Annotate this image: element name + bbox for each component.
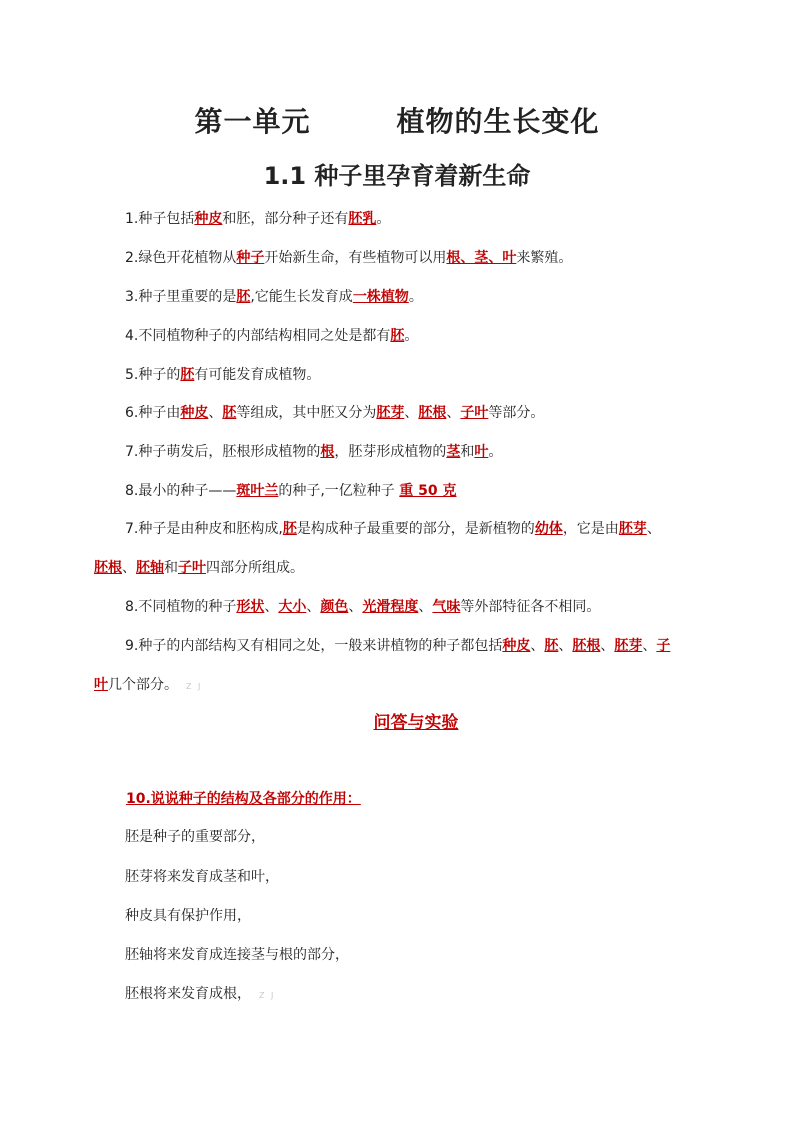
statement-text: 7.种子是由种皮和胚构成, — [125, 521, 283, 537]
answer-text: 胚根将来发育成根， — [125, 986, 251, 1002]
statement-text: 是构成种子最重要的部分，是新植物的 — [296, 521, 535, 537]
answer-blank: 胚轴 — [136, 560, 164, 576]
answer-blank: 种皮 — [502, 638, 531, 654]
statement-text: 等组成，其中胚又分为 — [236, 405, 377, 421]
fill-in-line — [94, 557, 304, 577]
statement-text: 3.种子里重要的是 — [125, 289, 237, 305]
statement-text: 、 — [418, 599, 433, 615]
section-title: 问答与实验 — [373, 713, 459, 733]
statement-text: ，胚芽形成植物的 — [334, 444, 447, 460]
fill-in-line — [125, 518, 661, 538]
answer-blank: 幼体 — [534, 521, 563, 537]
answer-blank: 胚根 — [418, 405, 447, 421]
answer-blank: 胚根 — [572, 638, 601, 654]
statement-text: 。 — [404, 328, 419, 344]
statement-text: ，它是由 — [562, 521, 619, 537]
statement-text: 2.绿色开花植物从 — [125, 250, 237, 266]
answer-blank: 叶 — [474, 444, 489, 460]
answer-blank: 子叶 — [178, 560, 206, 576]
answer-blank: 光滑程度 — [362, 599, 419, 615]
statement-text: 、 — [306, 599, 321, 615]
answer-blank: 叶 — [94, 677, 108, 693]
fill-in-line — [125, 441, 502, 461]
statement-text: 5.种子的 — [125, 367, 181, 383]
answer-line: 胚是种子的重要部分， — [125, 829, 265, 845]
statement-text: 、 — [208, 405, 223, 421]
answer-blank: 子叶 — [460, 405, 489, 421]
question-10: 10.说说种子的结构及各部分的作用： — [126, 791, 361, 807]
answer-blank: 大小 — [278, 599, 307, 615]
statement-text: 8.不同植物的种子 — [125, 599, 237, 615]
answer-blank: 胚芽 — [618, 521, 647, 537]
answer-blank: 胚 — [222, 405, 237, 421]
answer-blank: 斑叶兰 — [236, 483, 279, 499]
answer-blank: 胚 — [544, 638, 559, 654]
statement-text: 和胚，部分种子还有 — [222, 211, 349, 227]
answer-blank: 胚 — [236, 289, 251, 305]
answer-blank: 气味 — [432, 599, 461, 615]
answer-blank: 颜色 — [320, 599, 349, 615]
statement-text: 开始新生命，有些植物可以用 — [264, 250, 447, 266]
statement-text: 等外部特征各不相同。 — [460, 599, 601, 615]
statement-text: 几个部分。 — [108, 677, 178, 693]
answer-line — [125, 983, 275, 1003]
fill-in-line — [125, 286, 423, 306]
statement-text: 、 — [348, 599, 363, 615]
answer-blank: 胚 — [180, 367, 195, 383]
statement-text: 7.种子萌发后，胚根形成植物的 — [125, 444, 321, 460]
statement-text: 、 — [600, 638, 615, 654]
statement-text: 、 — [642, 638, 657, 654]
answer-line: 胚芽将来发育成茎和叶， — [125, 869, 279, 885]
statement-text: 、 — [264, 599, 279, 615]
answer-blank: 茎 — [446, 444, 461, 460]
answer-blank: 种皮 — [194, 211, 223, 227]
fill-in-line — [125, 480, 457, 500]
answer-blank: 种皮 — [180, 405, 209, 421]
answer-blank: 根 — [320, 444, 335, 460]
statement-text: 。 — [376, 211, 391, 227]
answer-blank: 形状 — [236, 599, 265, 615]
statement-text: 、 — [530, 638, 545, 654]
answer-line: 种皮具有保护作用， — [125, 908, 251, 924]
fill-in-line — [125, 208, 390, 228]
answer-blank: 子 — [656, 638, 671, 654]
fill-in-line — [125, 325, 418, 345]
statement-text: 、 — [404, 405, 419, 421]
statement-text: 和 — [164, 560, 178, 576]
answer-blank: 胚 — [390, 328, 405, 344]
statement-text: 四部分所组成。 — [206, 560, 304, 576]
answer-blank: 胚乳 — [348, 211, 377, 227]
fill-in-line — [125, 635, 670, 655]
fill-in-line — [125, 247, 572, 267]
statement-text: 、 — [646, 521, 661, 537]
statement-text: 9.种子的内部结构又有相同之处，一般来讲植物的种子都包括 — [125, 638, 503, 654]
statement-text: 。 — [408, 289, 423, 305]
watermark: Z J — [186, 682, 203, 691]
answer-blank: 重 50 克 — [399, 483, 457, 499]
lesson-title: 1.1 种子里孕育着新生命 — [263, 162, 531, 190]
statement-text: 的种子,一亿粒种子 — [278, 483, 400, 499]
answer-blank: 胚芽 — [376, 405, 405, 421]
statement-text: 。 — [488, 444, 503, 460]
page-title: 第一单元 植物的生长变化 — [194, 105, 600, 138]
fill-in-line — [125, 596, 600, 616]
answer-blank: 根、茎、叶 — [446, 250, 517, 266]
answer-blank: 胚芽 — [614, 638, 643, 654]
statement-text: 、 — [446, 405, 461, 421]
statement-text: 有可能发育成植物。 — [194, 367, 321, 383]
statement-text: 来繁殖。 — [516, 250, 573, 266]
statement-text: 、 — [558, 638, 573, 654]
statement-text: 、 — [122, 560, 136, 576]
fill-in-line — [94, 674, 202, 694]
statement-text: ,它能生长发育成 — [250, 289, 353, 305]
statement-text: 4.不同植物种子的内部结构相同之处是都有 — [125, 328, 391, 344]
answer-line: 胚轴将来发育成连接茎与根的部分， — [125, 947, 349, 963]
statement-text: 等部分。 — [488, 405, 545, 421]
statement-text: 6.种子由 — [125, 405, 181, 421]
watermark: Z J — [259, 991, 276, 1000]
answer-blank: 胚根 — [94, 560, 122, 576]
answer-blank: 胚 — [282, 521, 297, 537]
statement-text: 8.最小的种子—— — [125, 483, 237, 499]
statement-text: 1.种子包括 — [125, 211, 195, 227]
fill-in-line — [125, 364, 320, 384]
answer-blank: 种子 — [236, 250, 265, 266]
statement-text: 和 — [460, 444, 475, 460]
fill-in-line — [125, 402, 544, 422]
answer-blank: 一株植物 — [352, 289, 409, 305]
